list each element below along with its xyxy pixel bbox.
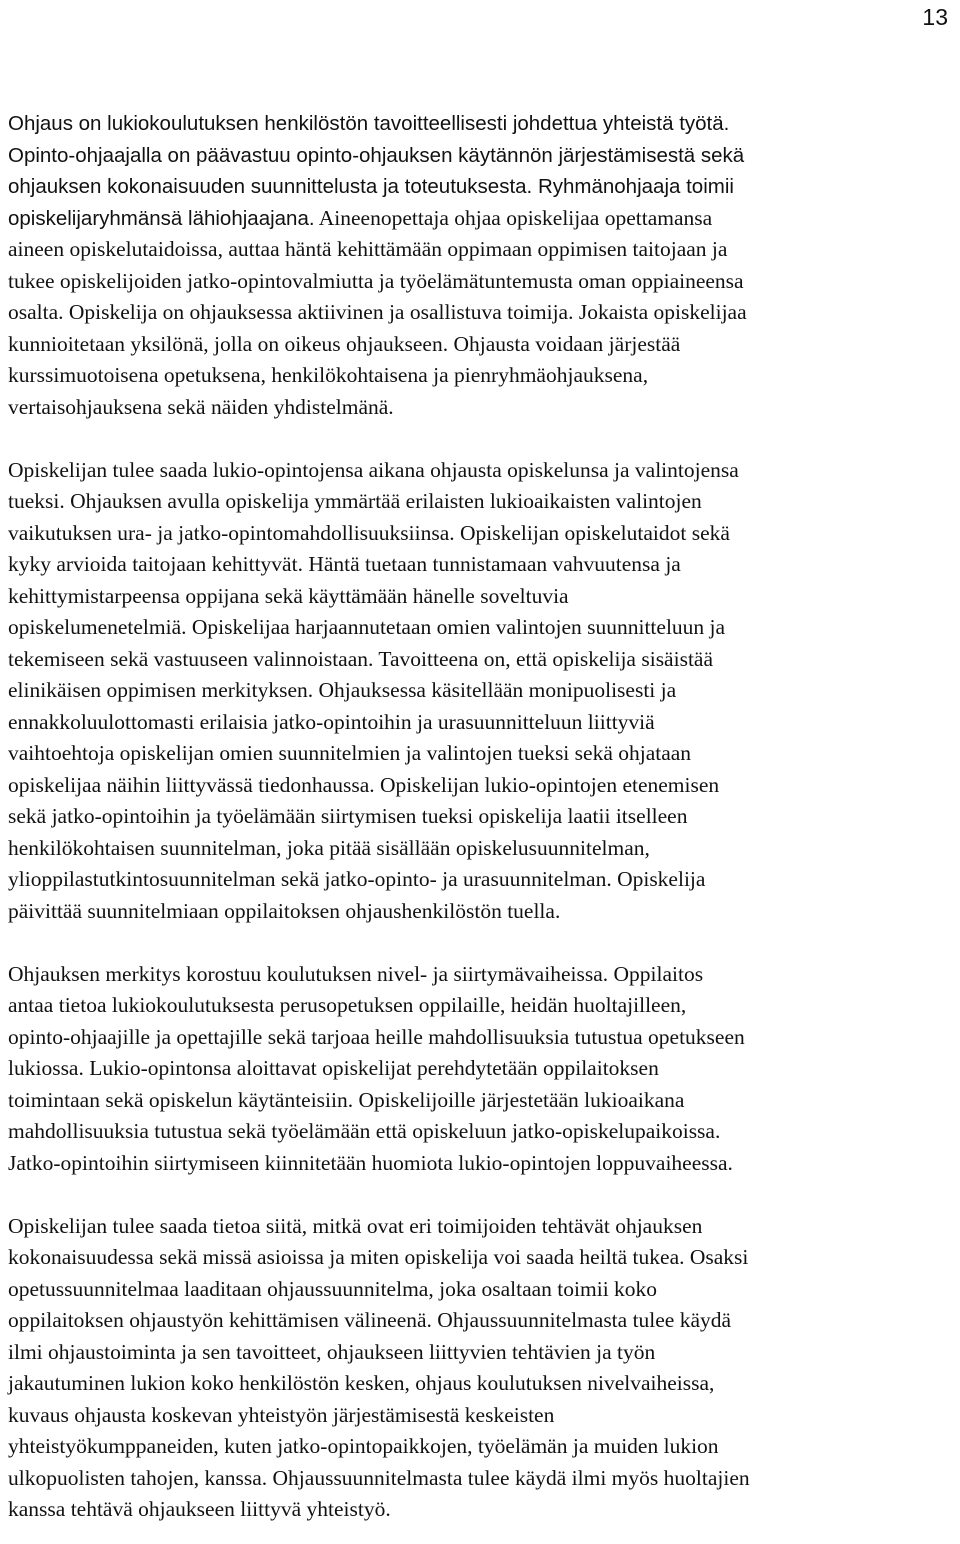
text-line: tueksi. Ohjauksen avulla opiskelija ymmärtää erilaisten lukioaikaisten valintojen (8, 489, 702, 513)
text-line: tekemiseen sekä vastuuseen valinnoistaan. Tavoitteena on, että opiskelija sisäistää (8, 646, 713, 671)
text-line: opiskelijaa näihin liittyvässä tiedonhaussa. Opiskelijan lukio-opintojen etenemisen (8, 772, 720, 797)
text-line: kurssimuotoisena opetuksena, henkilökohtaisena ja pienryhmäohjauksena, (8, 363, 649, 387)
text-line: ulkopuolisten tahojen, kanssa. Ohjaussuunnitelmasta tulee käydä ilmi myös huoltajien (8, 1465, 750, 1490)
text-line: opiskelumenetelmiä. Opiskelijaa harjaannutetaan omien valintojen suunnitteluun ja (8, 615, 726, 639)
text-line: Opiskelijan tulee saada lukio-opintojensa aikana ohjausta opiskelunsa ja valintojensa (8, 457, 739, 482)
text-line: mahdollisuuksia tutustua sekä työelämään että opiskeluun jatko-opiskelupaikoissa. (8, 1119, 721, 1143)
text-line: oppilaitoksen ohjaustyön kehittämisen välineenä. Ohjaussuunnitelmasta tulee käydä (8, 1308, 732, 1332)
paragraph-1 (8, 108, 952, 423)
paragraph-2 (8, 455, 952, 928)
text-line: kyky arvioida taitojaan kehittyvät. Häntä tuetaan tunnistamaan vahvuutensa ja (8, 552, 681, 576)
text-line: Opinto-ohjaajalla on päävastuu opinto-ohjauksen käytännön järjestämisestä sekä (8, 143, 745, 167)
text-line: kuvaus ohjausta koskevan yhteistyön järjestämisestä keskeisten (8, 1402, 555, 1427)
text-line: tukee opiskelijoiden jatko-opintovalmiutta ja työelämätuntemusta oman oppiaineensa (8, 268, 744, 293)
text-line: opetussuunnitelmaa laaditaan ohjaussuunnitelma, joka osaltaan toimii koko (8, 1276, 658, 1301)
text-line: henkilökohtaisen suunnitelman, joka pitää sisällään opiskelusuunnitelman, (8, 835, 650, 860)
text-line-mixed (8, 203, 952, 235)
text-line: ohjauksen kokonaisuuden suunnittelusta ja toteutuksesta. Ryhmänohjaaja toimii (8, 175, 734, 198)
text-run: Aineenopettaja ohjaa opiskelijaa opettamansa (314, 205, 713, 230)
body-text (8, 108, 952, 1526)
paragraph-4 (8, 1211, 952, 1526)
text-line: ylioppilastutkintosuunnitelman sekä jatko-opinto- ja urasuunnitelman. Opiskelija (8, 867, 706, 891)
text-line: Ohjauksen merkitys korostuu koulutuksen nivel- ja siirtymävaiheissa. Oppilaitos (8, 961, 704, 986)
text-line: osalta. Opiskelija on ohjauksessa aktiivinen ja osallistuva toimija. Jokaista opiskelijaa (8, 300, 747, 324)
text-line: vaihtoehtoja opiskelijan omien suunnitelmien ja valintojen tueksi sekä ohjataan (8, 741, 692, 765)
text-line: sekä jatko-opintoihin ja työelämään siirtymisen tueksi opiskelija laatii itselleen (8, 804, 688, 828)
text-line: vertaisohjauksena sekä näiden yhdistelmänä. (8, 394, 394, 419)
text-line: opinto-ohjaajille ja opettajille sekä tarjoaa heille mahdollisuuksia tutustua opetukseen (8, 1024, 745, 1049)
text-line: jakautuminen lukion koko henkilöstön kesken, ohjaus koulutuksen nivelvaiheissa, (8, 1371, 715, 1395)
text-line: elinikäisen oppimisen merkityksen. Ohjauksessa käsitellään monipuolisesti ja (8, 678, 677, 702)
text-line: Opiskelijan tulee saada tietoa siitä, mitkä ovat eri toimijoiden tehtävät ohjauksen (8, 1213, 703, 1238)
text-line: kehittymistarpeensa oppijana sekä käyttämään hänelle soveltuvia (8, 583, 569, 608)
text-line: Ohjaus on lukiokoulutuksen henkilöstön tavoitteellisesti johdettua yhteistä työtä. (8, 112, 730, 135)
text-line: päivittää suunnitelmiaan oppilaitoksen ohjaushenkilöstön tuella. (8, 898, 561, 923)
text-line: toimintaan sekä opiskelun käytänteisiin. Opiskelijoille järjestetään lukioaikana (8, 1087, 685, 1112)
page-number: 13 (922, 4, 948, 30)
text-line: aineen opiskelutaidoissa, auttaa häntä kehittämään oppimaan oppimisen taitojaan ja (8, 237, 728, 261)
text-line: kunnioitetaan yksilönä, jolla on oikeus ohjaukseen. Ohjausta voidaan järjestää (8, 331, 681, 356)
text-line: yhteistyökumppaneiden, kuten jatko-opintopaikkojen, työelämän ja muiden lukion (8, 1434, 719, 1458)
paragraph-3 (8, 959, 952, 1180)
text-line: antaa tietoa lukiokoulutuksesta perusopetuksen oppilaille, heidän huoltajilleen, (8, 993, 687, 1017)
text-line: Jatko-opintoihin siirtymiseen kiinnitetään huomiota lukio-opintojen loppuvaiheessa. (8, 1150, 733, 1175)
text-run: opiskelijaryhmänsä lähiohjaajana. (8, 206, 315, 230)
text-line: vaikutuksen ura- ja jatko-opintomahdollisuuksiinsa. Opiskelijan opiskelutaidot sekä (8, 520, 730, 545)
text-line: ennakkoluulottomasti erilaisia jatko-opintoihin ja urasuunnitteluun liittyviä (8, 709, 655, 734)
text-line: lukiossa. Lukio-opintonsa aloittavat opiskelijat perehdytetään oppilaitoksen (8, 1056, 659, 1080)
text-line: kanssa tehtävä ohjaukseen liittyvä yhteistyö. (8, 1497, 391, 1521)
text-line: kokonaisuudessa sekä missä asioissa ja miten opiskelija voi saada heiltä tukea. Osaksi (8, 1245, 749, 1269)
text-line: ilmi ohjaustoiminta ja sen tavoitteet, ohjaukseen liittyvien tehtävien ja työn (8, 1339, 656, 1364)
